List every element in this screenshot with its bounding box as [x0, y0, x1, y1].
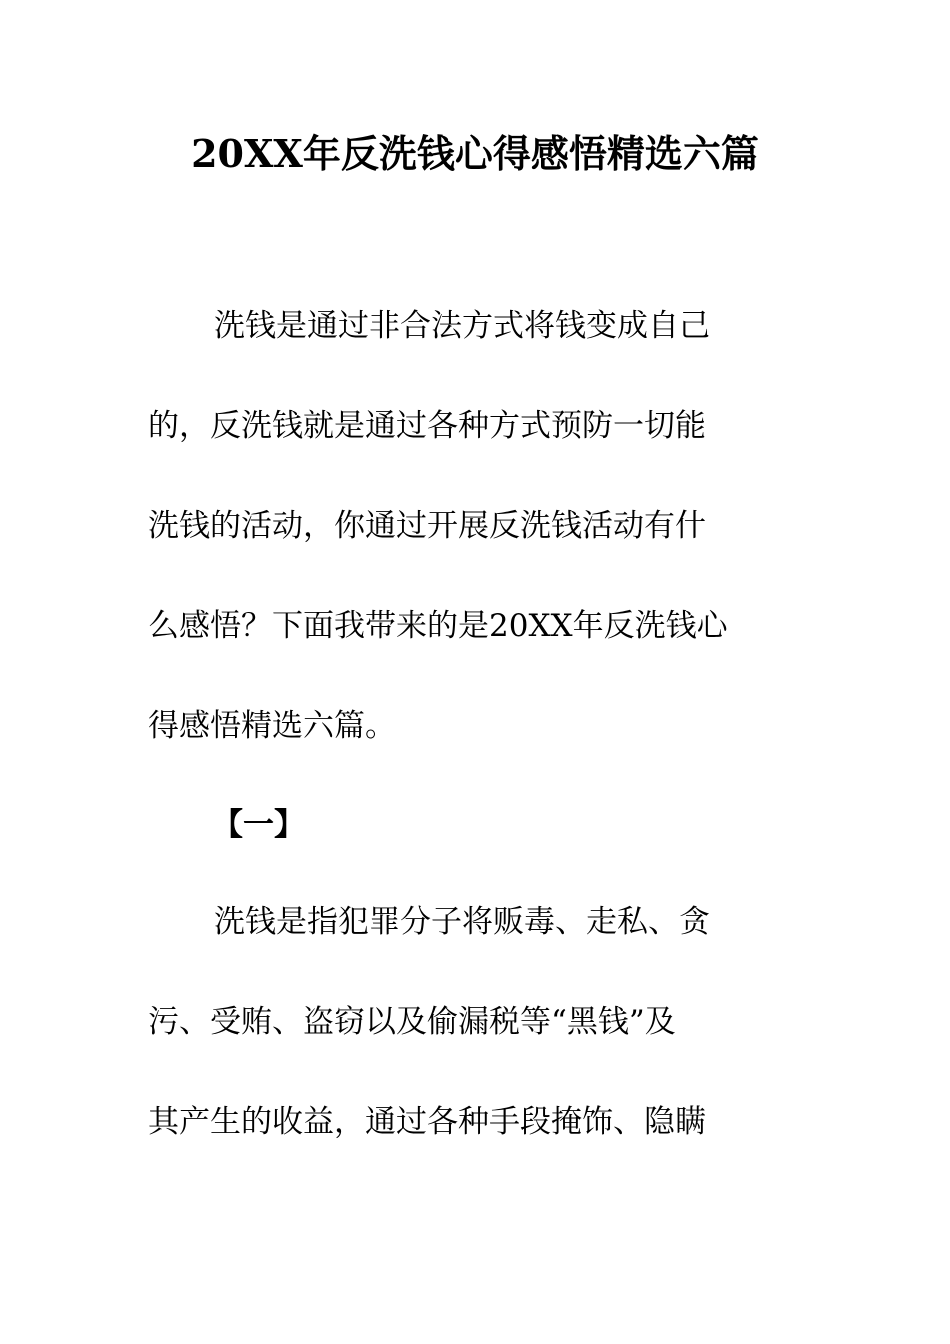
paragraph-line: 洗钱是指犯罪分子将贩毒、走私、贪 — [214, 904, 710, 940]
intro-paragraph — [148, 276, 798, 776]
section-one-paragraph — [148, 872, 798, 1172]
section-heading: 【一】 — [212, 807, 305, 843]
paragraph-line: 污、受贿、盗窃以及偷漏税等“黑钱”及 — [148, 1004, 676, 1040]
paragraph-line: 洗钱是通过非合法方式将钱变成自己 — [214, 308, 710, 344]
document-title: 20XX年反洗钱心得感悟精选六篇 — [191, 131, 759, 176]
paragraph-line: 得感悟精选六篇。 — [148, 708, 396, 744]
paragraph-line: 洗钱的活动，你通过开展反洗钱活动有什 — [148, 508, 706, 544]
paragraph-line: 其产生的收益，通过各种手段掩饰、隐瞒 — [148, 1104, 706, 1140]
paragraph-line: 的，反洗钱就是通过各种方式预防一切能 — [148, 408, 706, 444]
paragraph-line: 么感悟？下面我带来的是20XX年反洗钱心 — [148, 608, 728, 644]
